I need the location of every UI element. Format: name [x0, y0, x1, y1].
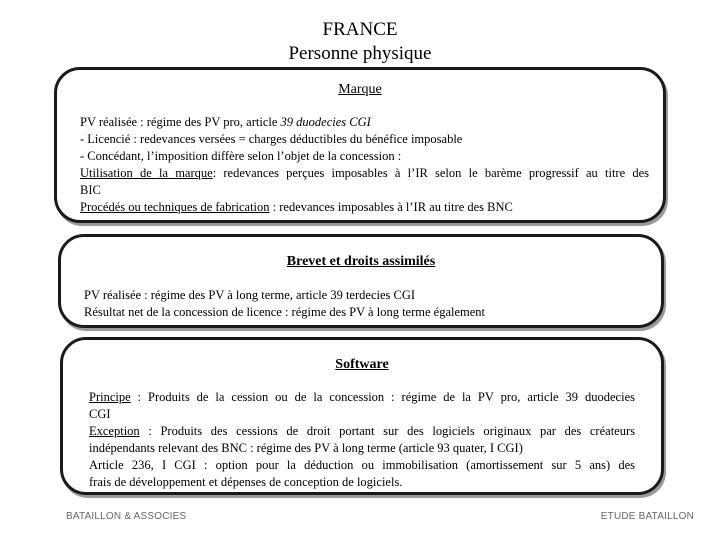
marque-box — [54, 67, 666, 223]
software-line-frais: frais de développement et dépenses de conception de logiciels. — [89, 475, 403, 489]
software-line-principe — [89, 389, 635, 406]
marque-line-concedant: - Concédant, l’imposition diffère selon l’objet de la concession : — [80, 149, 402, 163]
marque-line-procedes — [80, 199, 513, 216]
marque-line-bic: BIC — [80, 183, 101, 197]
marque-utilisation-label: Utilisation de la marque — [80, 166, 213, 180]
marque-utilisation-text: : redevances perçues imposables à l’IR selon le barème progressif au titre des — [212, 166, 650, 180]
marque-pv-text: PV réalisée : régime des PV pro, article — [80, 115, 281, 129]
software-line-exception — [89, 423, 635, 440]
software-title: Software — [335, 357, 389, 372]
marque-title: Marque — [338, 82, 382, 97]
software-principe-label: Principe — [89, 390, 131, 404]
software-exception-label: Exception — [89, 424, 140, 438]
software-line-independants: indépendants relevant des BNC : régime des PV à long terme (article 93 quater, I CGI) — [89, 441, 523, 455]
brevet-line-resultat: Résultat net de la concession de licence : régime des PV à long terme également — [84, 305, 486, 319]
footer-right-firm: ETUDE BATAILLON — [600, 511, 694, 522]
marque-line-pv — [80, 114, 371, 131]
page-title-subtitle: Personne physique — [288, 43, 432, 64]
brevet-box — [58, 234, 664, 328]
marque-procedes-text: : redevances imposables à l’IR au titre des BNC — [269, 200, 513, 214]
software-principe-text: : Produits de la cession ou de la concession : régime de la PV pro, article 39 duodecies — [130, 390, 635, 404]
software-line-article-236: Article 236, I CGI : option pour la déduction ou immobilisation (amortissement sur 5 ans) des — [89, 458, 635, 472]
footer-left-firm: BATAILLON & ASSOCIES — [66, 511, 187, 522]
marque-procedes-label: Procédés ou techniques de fabrication — [80, 200, 270, 214]
software-exception-text: : Produits des cessions de droit portant sur des logiciels originaux par des créateurs — [139, 424, 635, 438]
page-title-country: FRANCE — [322, 19, 398, 40]
software-box — [60, 337, 664, 495]
marque-pv-reference: 39 duodecies CGI — [280, 115, 371, 129]
brevet-title: Brevet et droits assimilés — [286, 254, 436, 269]
marque-line-utilisation — [80, 165, 649, 182]
software-line-cgi: CGI — [89, 407, 111, 421]
brevet-line-pv: PV réalisée : régime des PV à long terme, article 39 terdecies CGI — [84, 288, 416, 302]
marque-line-licencie: - Licencié : redevances versées = charges déductibles du bénéfice imposable — [80, 132, 463, 146]
